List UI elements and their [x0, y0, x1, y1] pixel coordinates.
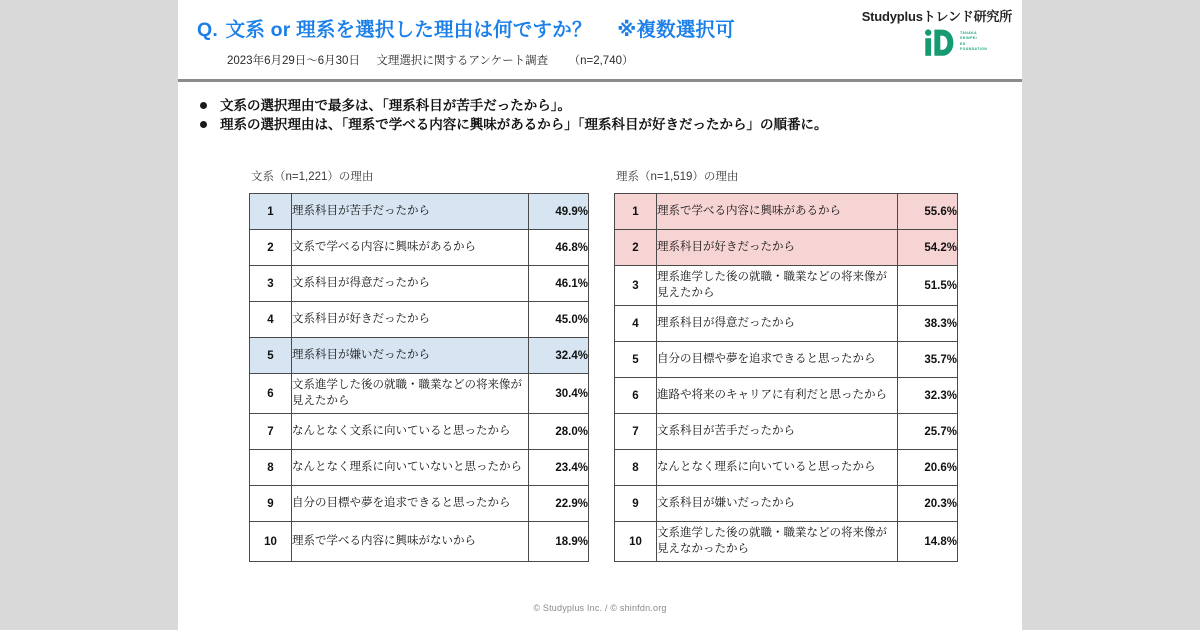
humanities-ranking-table: [249, 193, 589, 562]
reason-cell: 進路や将来のキャリアに有利だと思ったから: [657, 378, 898, 414]
foundation-line-4: FOUNDATION: [960, 47, 988, 52]
percent-cell: 20.3%: [898, 486, 958, 522]
percent-cell: 32.4%: [529, 338, 589, 374]
table-row: [615, 522, 958, 562]
table-row: [615, 414, 958, 450]
table-row: [615, 194, 958, 230]
percent-cell: 46.8%: [529, 230, 589, 266]
bullet-dot-icon: [200, 102, 207, 109]
summary-bullets: [200, 96, 1000, 134]
bullet-text: 理系の選択理由は、「理系で学べる内容に興味があるから」「理系科目が好きだったから」の順番に。: [220, 117, 828, 132]
foundation-line-2: SHINPEI: [960, 36, 978, 41]
reason-cell: 文系科目が好きだったから: [292, 302, 529, 338]
rank-cell: 3: [615, 266, 657, 306]
table-row: [250, 374, 589, 414]
percent-cell: 35.7%: [898, 342, 958, 378]
reason-cell: なんとなく理系に向いていると思ったから: [657, 450, 898, 486]
percent-cell: 45.0%: [529, 302, 589, 338]
rank-cell: 1: [250, 194, 292, 230]
bullet-text: 文系の選択理由で最多は、「理系科目が苦手だったから」。: [220, 98, 571, 113]
percent-cell: 32.3%: [898, 378, 958, 414]
survey-sample-size: （n=2,740）: [568, 55, 634, 67]
multi-select-note: ※複数選択可: [617, 19, 735, 41]
foundation-logo: [924, 28, 1006, 60]
percent-cell: 46.1%: [529, 266, 589, 302]
percent-cell: 28.0%: [529, 414, 589, 450]
humanities-table-caption: 文系（n=1,221）の理由: [251, 171, 374, 183]
reason-cell: 理系で学べる内容に興味があるから: [657, 194, 898, 230]
brand-block: [824, 6, 1014, 68]
table-row: [250, 450, 589, 486]
reason-cell: 理系で学べる内容に興味がないから: [292, 522, 529, 562]
reason-cell: 理系科目が得意だったから: [657, 306, 898, 342]
table-row: [615, 266, 958, 306]
table-row: [615, 230, 958, 266]
rank-cell: 6: [250, 374, 292, 414]
percent-cell: 55.6%: [898, 194, 958, 230]
slide-header: [178, 0, 1022, 80]
rank-cell: 10: [250, 522, 292, 562]
bullet-dot-icon: [200, 121, 207, 128]
table-row: [250, 486, 589, 522]
percent-cell: 51.5%: [898, 266, 958, 306]
survey-name: 文理選択に関するアンケート調査: [376, 55, 549, 67]
question-text: 文系 or 理系を選択した理由は何ですか？: [225, 19, 592, 41]
percent-cell: 54.2%: [898, 230, 958, 266]
header-divider: [178, 79, 1022, 82]
reason-cell: 理系科目が苦手だったから: [292, 194, 529, 230]
table-row: [250, 338, 589, 374]
percent-cell: 25.7%: [898, 414, 958, 450]
slide: [178, 0, 1022, 630]
rank-cell: 5: [615, 342, 657, 378]
table-row: [615, 450, 958, 486]
rank-cell: 8: [250, 450, 292, 486]
reason-cell: 理系科目が好きだったから: [657, 230, 898, 266]
reason-cell: 文系進学した後の就職・職業などの将来像が見えたから: [292, 374, 529, 414]
foundation-wordmark: [960, 31, 1006, 53]
footer-copyright: © Studyplus Inc. / © shinfdn.org: [533, 603, 667, 613]
table-row: [615, 486, 958, 522]
reason-cell: 自分の目標や夢を追求できると思ったから: [292, 486, 529, 522]
percent-cell: 49.9%: [529, 194, 589, 230]
reason-cell: 理系科目が嫌いだったから: [292, 338, 529, 374]
question-prefix: Q.: [197, 19, 218, 41]
rank-cell: 4: [250, 302, 292, 338]
brand-name: Studyplusトレンド研究所: [861, 9, 1012, 24]
bullet-item: [200, 115, 1000, 134]
foundation-line-1: TANAKA: [960, 31, 978, 35]
humanities-table-block: [249, 168, 591, 562]
reason-cell: 文系科目が嫌いだったから: [657, 486, 898, 522]
reason-cell: 文系進学した後の就職・職業などの将来像が見えなかったから: [657, 522, 898, 562]
reason-cell: 文系科目が苦手だったから: [657, 414, 898, 450]
rank-cell: 10: [615, 522, 657, 562]
rank-cell: 6: [615, 378, 657, 414]
rank-cell: 1: [615, 194, 657, 230]
table-row: [250, 302, 589, 338]
rank-cell: 2: [250, 230, 292, 266]
rank-cell: 2: [615, 230, 657, 266]
table-row: [250, 230, 589, 266]
table-row: [615, 342, 958, 378]
reason-cell: 自分の目標や夢を追求できると思ったから: [657, 342, 898, 378]
reason-cell: 文系科目が得意だったから: [292, 266, 529, 302]
science-ranking-table: [614, 193, 958, 562]
survey-subtitle: [227, 52, 633, 68]
rank-cell: 7: [615, 414, 657, 450]
rank-cell: 9: [250, 486, 292, 522]
table-row: [615, 378, 958, 414]
rank-cell: 3: [250, 266, 292, 302]
reason-cell: 文系で学べる内容に興味があるから: [292, 230, 529, 266]
id-logo-icon: [924, 29, 954, 57]
percent-cell: 23.4%: [529, 450, 589, 486]
table-row: [250, 414, 589, 450]
rank-cell: 5: [250, 338, 292, 374]
reason-cell: なんとなく理系に向いていないと思ったから: [292, 450, 529, 486]
rank-cell: 7: [250, 414, 292, 450]
reason-cell: 理系進学した後の就職・職業などの将来像が見えたから: [657, 266, 898, 306]
table-row: [250, 266, 589, 302]
bullet-item: [200, 96, 1000, 115]
table-row: [250, 522, 589, 562]
table-row: [615, 306, 958, 342]
rank-cell: 4: [615, 306, 657, 342]
percent-cell: 30.4%: [529, 374, 589, 414]
survey-period: 2023年6月29日～6月30日: [227, 55, 360, 67]
percent-cell: 18.9%: [529, 522, 589, 562]
page-title: [197, 14, 735, 42]
percent-cell: 38.3%: [898, 306, 958, 342]
reason-cell: なんとなく文系に向いていると思ったから: [292, 414, 529, 450]
foundation-line-3: ED: [960, 41, 966, 46]
rank-cell: 8: [615, 450, 657, 486]
percent-cell: 14.8%: [898, 522, 958, 562]
table-row: [250, 194, 589, 230]
rank-cell: 9: [615, 486, 657, 522]
percent-cell: 20.6%: [898, 450, 958, 486]
science-table-block: [614, 168, 960, 562]
science-table-caption: 理系（n=1,519）の理由: [616, 171, 739, 183]
percent-cell: 22.9%: [529, 486, 589, 522]
